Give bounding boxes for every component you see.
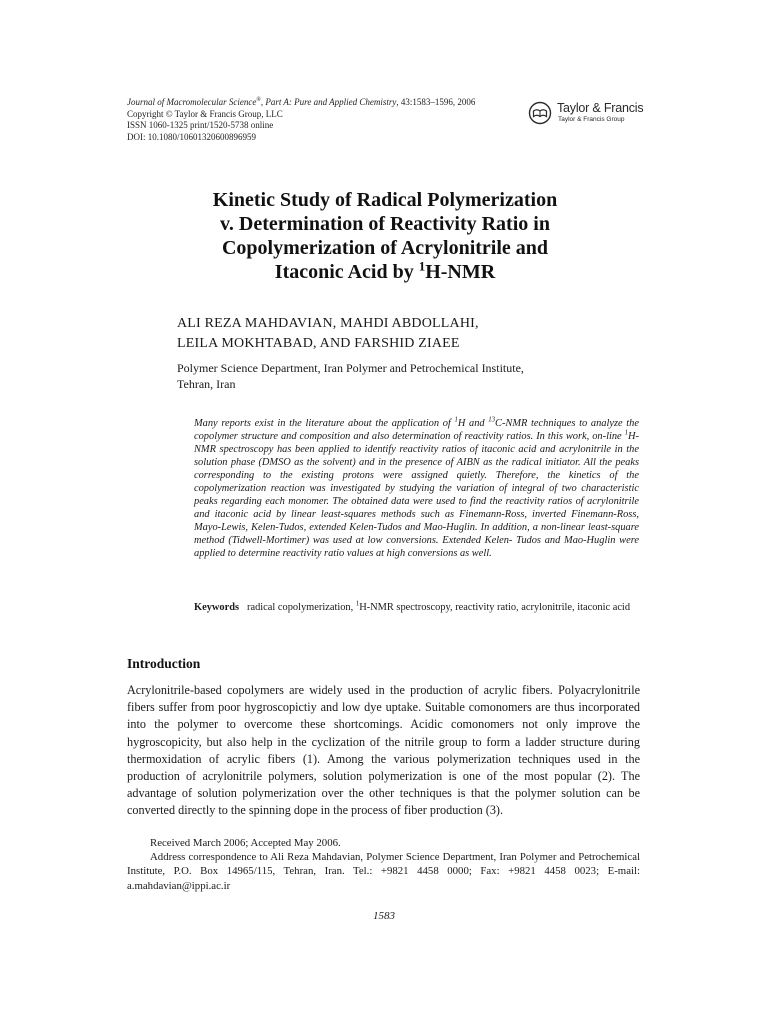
publisher-name: Taylor & Francis [557, 101, 644, 115]
title-line-4-text: Itaconic Acid by [274, 261, 419, 283]
keywords-part-2: H-NMR spectroscopy, reactivity ratio, acrylonitrile, itaconic acid [359, 602, 631, 613]
article-title [130, 188, 640, 284]
journal-header [127, 97, 527, 143]
keywords [194, 601, 639, 615]
page-number: 1583 [373, 910, 395, 922]
publisher-group: Taylor & Francis Group [558, 116, 625, 123]
journal-name: Journal of Macromolecular Science [127, 97, 257, 107]
footnote-address: Address correspondence to Ali Reza Mahdavian, Polymer Science Department, Iran Polymer and Petrochemical Institute, P.O. Box 14965/115, Tehran, Iran. Tel.: +9821 4458 0000; Fax: +9821 4458 0023; E-mail: a.mahdavian@ippi.ac.ir [127, 851, 640, 892]
section-heading-introduction: Introduction [127, 656, 201, 671]
publisher-logo [528, 100, 648, 130]
doi-line[interactable]: DOI: 10.1080/10601320600896959 [127, 131, 256, 142]
abstract-sup-1: 1 [454, 416, 458, 424]
journal-reg-mark: ® [256, 97, 261, 103]
title-line-4 [130, 260, 640, 284]
title-line-3: Copolymerization of Acrylonitrile and [221, 237, 549, 259]
abstract-part-2: H and [457, 418, 489, 429]
abstract-part-3: C-NMR techniques to analyze the copolymer structure and composition and also determination of reactivity ratios. In this work, on-line [194, 418, 639, 442]
copyright-line: Copyright © Taylor & Francis Group, LLC [127, 108, 283, 119]
abstract-sup-2: 13 [488, 416, 496, 424]
affiliation [177, 360, 524, 392]
title-superscript: 1 [418, 258, 426, 274]
authors-line-1: ALI REZA MAHDAVIAN, MAHDI ABDOLLAHI, [177, 316, 479, 331]
journal-name-rest: , Part A: Pure and Applied Chemistry [260, 97, 397, 107]
journal-citation: , 43:1583–1596, 2006 [396, 97, 476, 107]
affiliation-line-1: Polymer Science Department, Iran Polymer and Petrochemical Institute, [177, 361, 524, 375]
title-line-1: Kinetic Study of Radical Polymerization [212, 189, 558, 211]
abstract [194, 417, 639, 560]
abstract-part-4: H-NMR spectroscopy has been applied to identify reactivity ratios of itaconic acid and acrylonitrile in the solution phase (DMSO as the solvent) and in the presence of AIBN as the radical initiator. All the peaks corresponding to the existing protons were assigned quietly. Therefore, the kinetics of the copolymerization reaction was investigated by studying the variation of integral of two characteristic peaks regarding each monomer. The obtained data were used to find the reactivity ratios of acrylonitrile and itaconic acid by linear least-squares methods such as Finemann-Ross, inverted Finemann-Ross, Mayo-Lewis, Kelen-Tudos, extended Kelen-Tudos and Mao-Huglin. In addition, a non-linear least-square method (Tidwell-Mortimer) was used at low conversions. Extended Kelen- Tudos and Mao-Huglin were applied to determine reactivity ratio values at high conversions as well. [194, 431, 639, 559]
author-list [177, 314, 479, 354]
introduction-body [127, 682, 640, 820]
title-line-4-end: H-NMR [425, 261, 496, 283]
issn-line: ISSN 1060-1325 print/1520-5738 online [127, 120, 274, 130]
abstract-part-1: Many reports exist in the literature about the application of [194, 418, 455, 429]
abstract-sup-3: 1 [624, 429, 629, 437]
title-line-2: v. Determination of Reactivity Ratio in [220, 213, 550, 235]
footnote-received: Received March 2006; Accepted May 2006. [150, 837, 341, 849]
abstract-text [194, 417, 639, 560]
taylor-francis-book-icon [528, 101, 552, 125]
keywords-part-1: radical copolymerization, [247, 602, 356, 613]
journal-citation-line [127, 97, 527, 109]
keywords-sup: 1 [355, 600, 360, 608]
footnote [127, 836, 640, 893]
authors-line-2: LEILA MOKHTABAD, AND FARSHID ZIAEE [177, 336, 460, 351]
keywords-label: Keywords [194, 602, 240, 613]
affiliation-line-2: Tehran, Iran [177, 377, 236, 391]
introduction-paragraph: Acrylonitrile-based copolymers are widely used in the production of acrylic fibers. Polyacrylonitrile fibers suffer from poor hygroscopictiy and low dye uptake. Suitable comonomers are thus incorporated into the polymer to overcome these shortcomings. Acidic comonomers not only improve the hygroscopicity, but also help in the cyclization of the nitrile group to form a ladder structure during thermoxidation of acrylic fibers (1). Among the various polymerization techniques used in the production of acrylonitrile polymers, solution polymerization is one of the most popular (2). The advantage of solution polymerization over the other techniques is that the polymer solution can be converted directly to the spinning dope in the process of fiber production (3). [127, 683, 640, 818]
